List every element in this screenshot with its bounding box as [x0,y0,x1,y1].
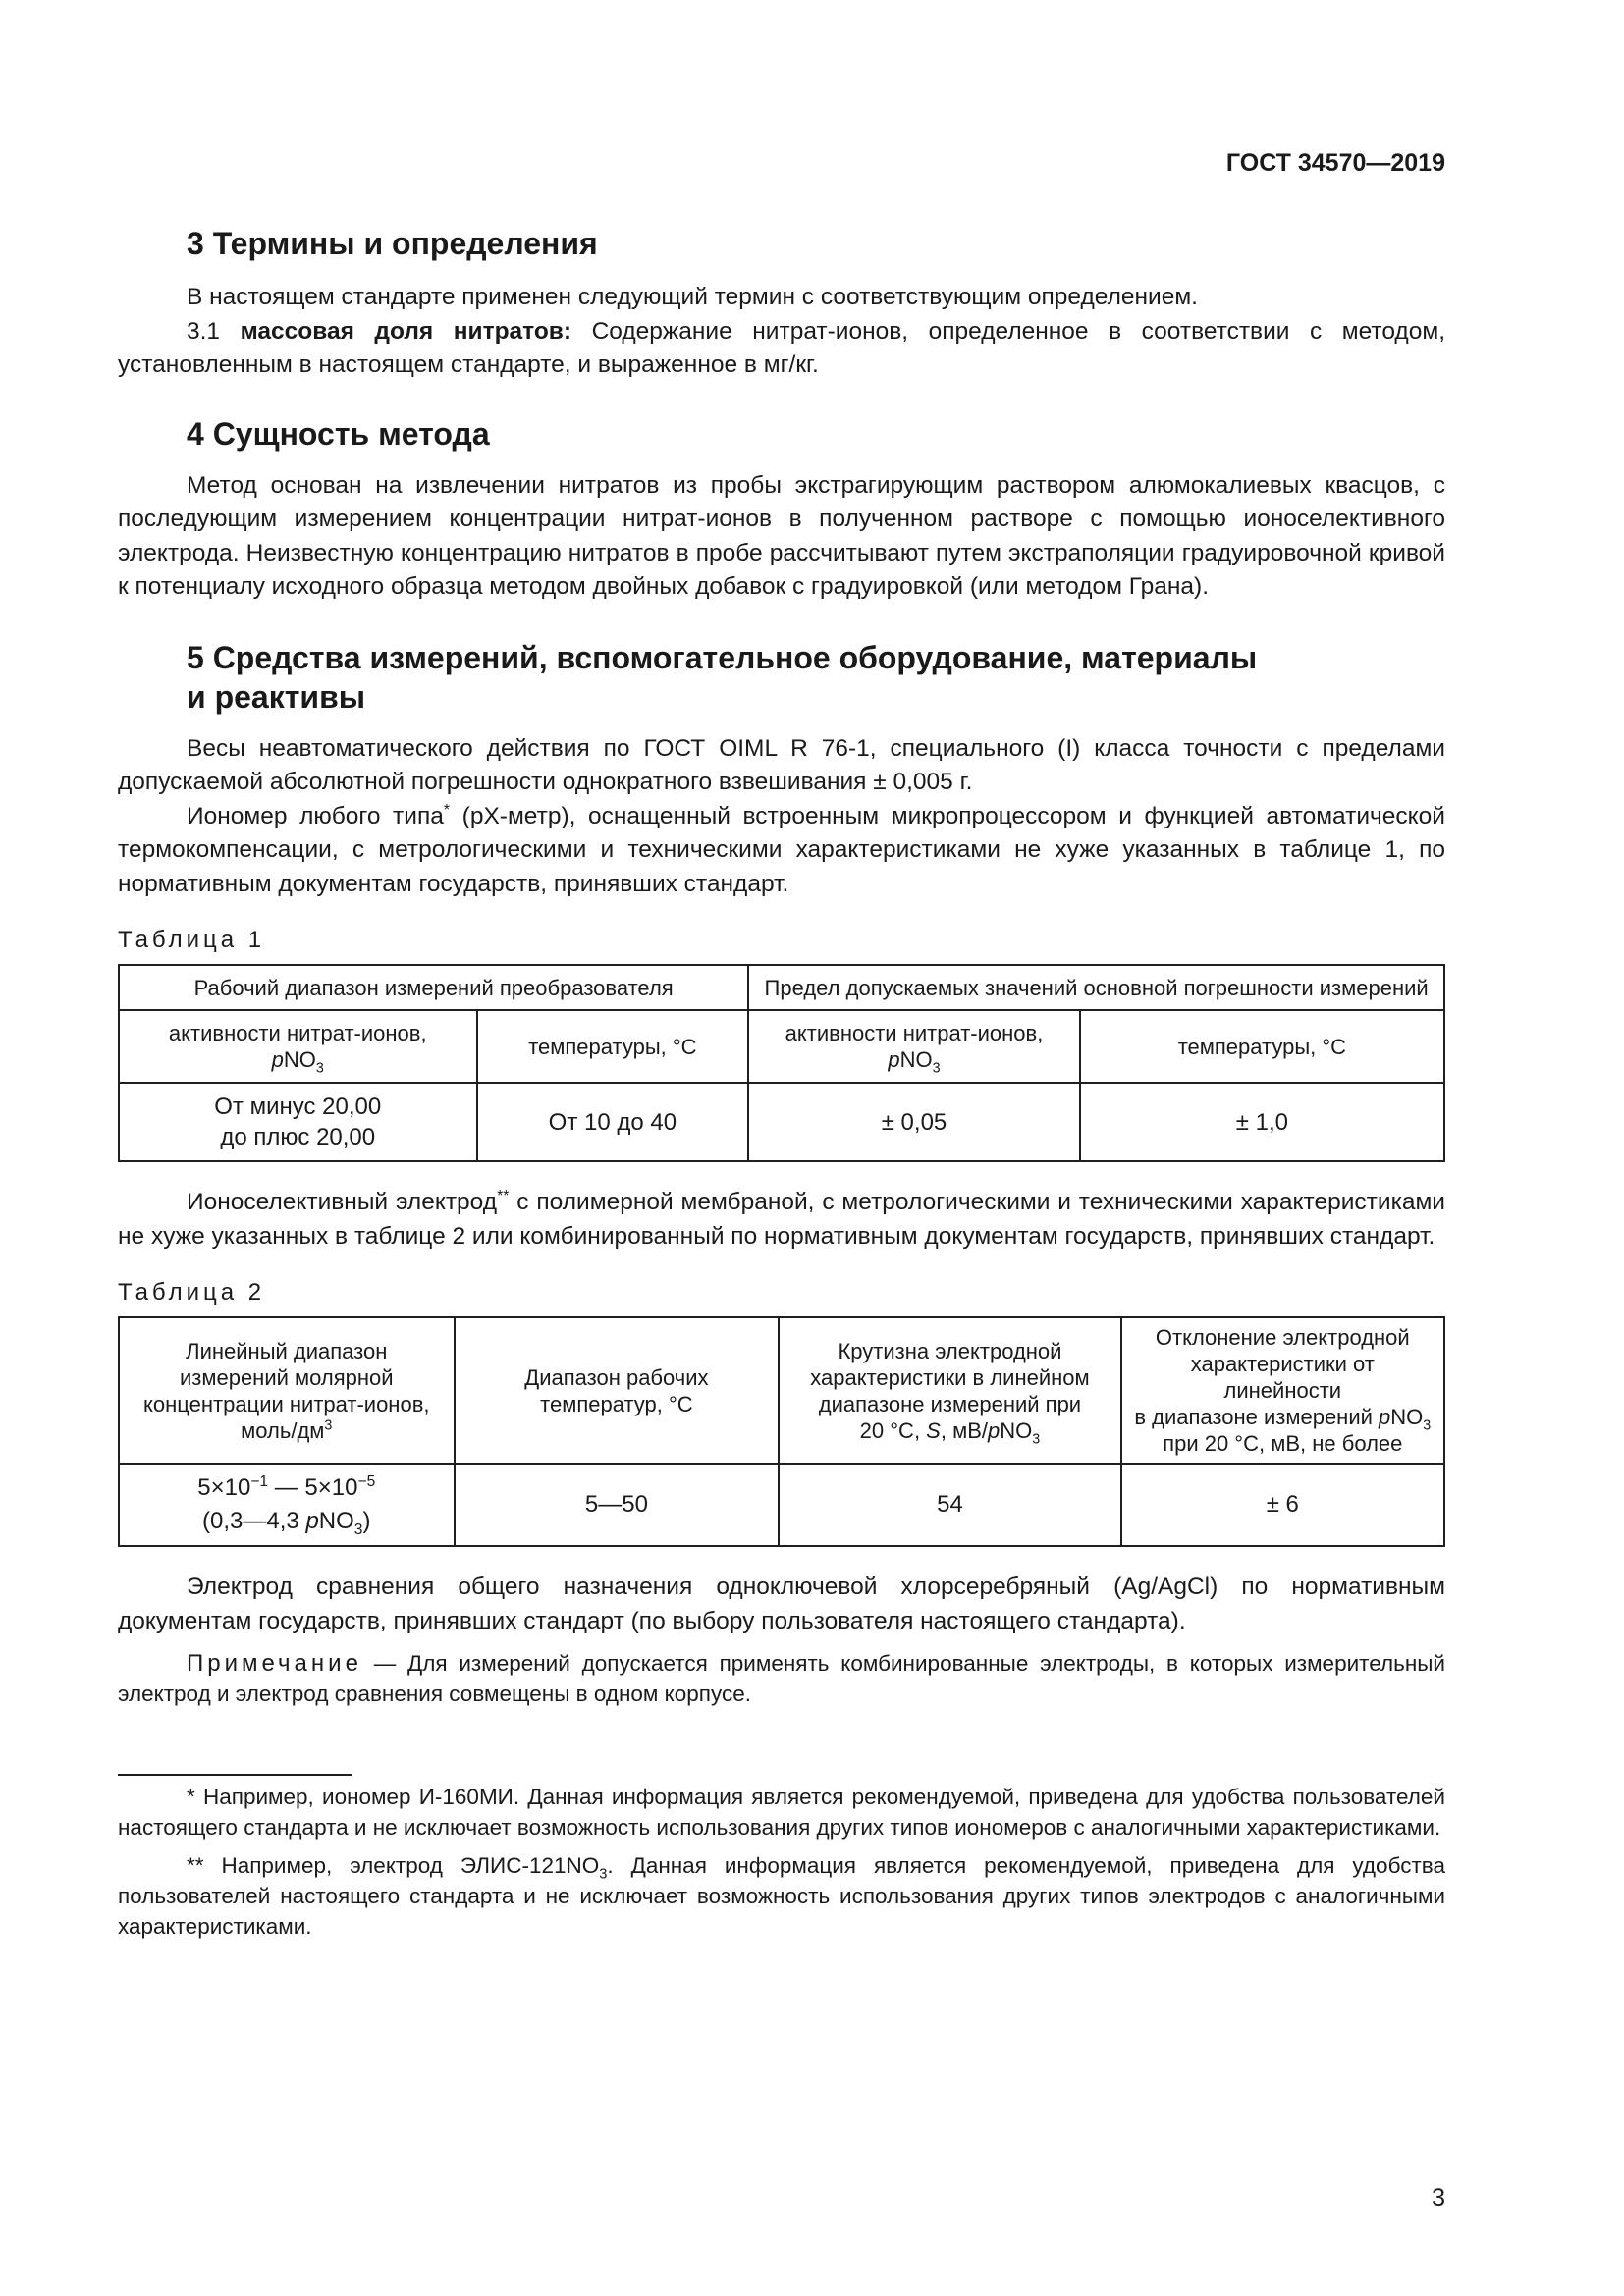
table-1-header-activity: активности нитрат-ионов, pNO$_3$ [119,1010,477,1083]
table-2-header-slope: Крутизна электродной характеристики в линейном диапазоне измерений при 20 °C, S, мВ/pNO$_3$ [779,1317,1120,1464]
term-number: 3.1 [187,317,221,345]
page-number: 3 [1432,2184,1445,2212]
table-2-cell: ± 6 [1121,1464,1444,1546]
table-2-header-range: Линейный диапазон измерений молярной концентрации нитрат-ионов, моль/$дм^3$ [119,1317,455,1464]
table-2-header-deviation: Отклонение электродной характеристики от линейности в диапазоне измерений pNO$_3$ при 20 °C, мВ, не более [1121,1317,1444,1464]
table-2-caption: Таблица 2 [118,1279,266,1306]
table-1-group-range: Рабочий диапазон измерений преобразователя [119,965,748,1010]
footnote-1: * Например, иономер И-160МИ. Данная информация является рекомендуемой, приведена для удобства пользователей настоящего стандарта и не исключает возможность использования других типов иономеров с аналогичными характеристиками. [118,1785,1445,1840]
table-1-caption: Таблица 1 [118,927,266,953]
table-1-group-error: Предел допускаемых значений основной погрешности измерений [748,965,1444,1010]
table-1-cell: ± 0,05 [748,1083,1080,1161]
table-2 [118,1316,1445,1547]
table-1-cell: От 10 до 40 [477,1083,749,1161]
table-1-cell: От минус 20,00 до плюс 20,00 [119,1083,477,1161]
ionomer-paragraph: Иономер любого типа* (pX-метр), оснащенный встроенным микропроцессором и функцией автоматической термокомпенсации, с метрологическими и техническими характеристиками не хуже указанных в таблице 1, по нормативным документам государств, принявших стандарт. [118,801,1445,897]
section-5-title: 5 Средства измерений, вспомогательное оборудование, материалы и реактивы [187,639,1258,715]
table-1-header-temperature: температуры, °C [477,1010,749,1083]
section-3-title: 3 Термины и определения [187,226,598,261]
table-1 [118,964,1445,1162]
table-2-cell: 5—50 [455,1464,780,1546]
table-1-header-activity-error: активности нитрат-ионов, pNO$_3$ [748,1010,1080,1083]
section-4-text: Метод основан на извлечении нитратов из пробы экстрагирующим раствором алюмокалиевых квасцов, с последующим измерением концентрации нитрат-ионов в полученном растворе с помощью ионоселективного электрода. Неизвестную концентрацию нитратов в пробе рассчитывают путем экстраполяции градуировочной кривой к потенциалу исходного образца методом двойных добавок с градуировкой (или методом Грана). [118,471,1445,600]
table-1-cell: ± 1,0 [1080,1083,1444,1161]
footnote-ref-2[interactable]: ** [497,1187,510,1204]
footnote-2: ** Например, электрод ЭЛИС-$121NO_3$. Данная информация является рекомендуемой, приведена для удобства пользователей настоящего стандарта и не исключает возможность использования других типов электродов с аналогичными характеристиками. [118,1853,1445,1939]
reference-electrode-paragraph: Электрод сравнения общего назначения одноключевой хлорсеребряный (Ag/AgCl) по нормативным документам государств, принявших стандарт (по выбору пользователя настоящего стандарта). [118,1574,1445,1634]
term-text: Содержание нитрат-ионов, определенное в соответствии с методом, установленным в настоящем стандарте, и выраженное в мг/кг. [118,317,1445,378]
footnote-ref-1[interactable]: * [443,801,451,819]
page-content [118,224,1445,1942]
table-2-header-temperature: Диапазон рабочих температур, °C [455,1317,780,1464]
document-number: ГОСТ 34570—2019 [1225,149,1445,177]
note: Примечание — Для измерений допускается применять комбинированные электроды, в которых измерительный электрод и электрод сравнения совмещены в одном корпусе. [118,1650,1445,1706]
table-2-cell: 54 [779,1464,1120,1546]
table-2-cell: $5\times 10^{-1}$ — $5\times 10^{-5}$ (0,3—4,3 pNO$_3$) [119,1464,455,1546]
section-3-intro: В настоящем стандарте применен следующий термин с соответствующим определением. [187,284,1198,310]
table-1-header-temperature-error: температуры, °C [1080,1010,1444,1083]
term-definition [118,315,1445,383]
electrode-paragraph: Ионоселективный электрод** с полимерной мембраной, с метрологическими и техническими характеристиками не хуже указанных в таблице 2 или комбинированный по нормативным документам государств, принявших стандарт. [118,1187,1445,1250]
scales-paragraph: Весы неавтоматического действия по ГОСТ OIML R 76-1, специального (I) класса точности с пределами допускаемой абсолютной погрешности однократного взвешивания ± 0,005 г. [118,734,1445,795]
note-label: Примечание [187,1650,362,1677]
section-4-title: 4 Сущность метода [187,415,490,452]
term-name: массовая доля нитратов: [240,317,572,345]
